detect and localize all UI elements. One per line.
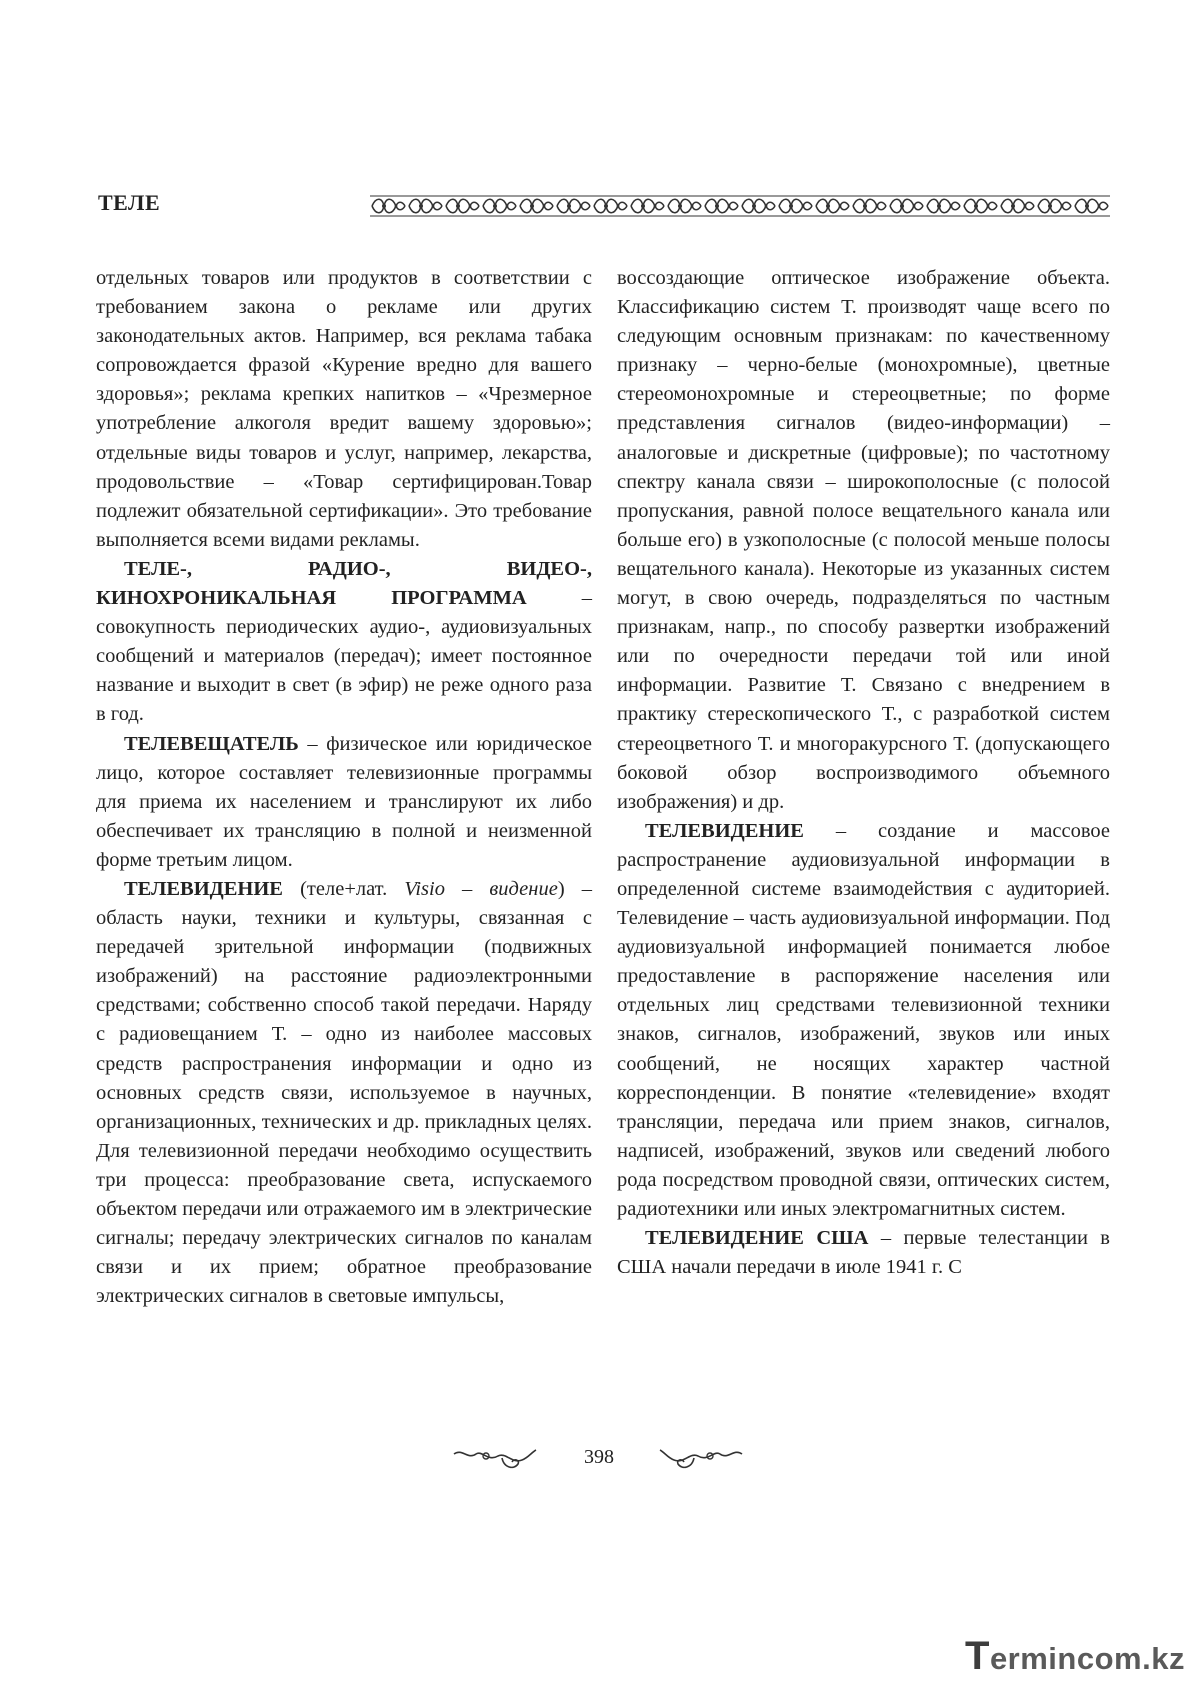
etymology-prefix: (теле+лат. (283, 877, 405, 900)
entry-term: ТЕЛЕВИДЕНИЕ США (645, 1227, 869, 1250)
etymology-suffix: ) – (557, 877, 592, 900)
watermark-initial: T (965, 1634, 990, 1678)
site-watermark (965, 1634, 1185, 1679)
entry-term: ТЕЛЕ-, РАДИО-, ВИДЕО-, КИНОХРОНИКАЛЬНАЯ ПРОГРАММА (96, 557, 592, 610)
dictionary-entry (617, 817, 1110, 1224)
left-text-column (96, 264, 592, 1311)
etymology-italic: Visio – видение (404, 877, 558, 900)
paragraph-text: отдельных товаров или продуктов в соответствии с требованием закона о рекламе или других законодательных актов. Например, вся реклама табака сопровождается фразой «Курение вредно для вашего здоровья»; реклама крепких напитков – «Чрезмерное употребление алкоголя вредит вашему здоровью»; отдельные виды товаров и услуг, например, лекарства, продовольствие – «Товар сертифицирован.Товар подлежит обязательной сертификации». Это требование выполняется всеми видами рекламы. (96, 267, 592, 551)
flourish-left-icon (452, 1446, 538, 1476)
entry-term: ТЕЛЕВЕЩАТЕЛЬ (124, 732, 299, 755)
dictionary-entry (96, 730, 592, 875)
page-number: 398 (584, 1446, 614, 1468)
entry-definition: – физическое или юридическое лицо, которое составляет телевизионные программы для приема их населением и транслируют их либо обеспечивает их трансляцию в полной и неизменной форме третьим лицом. (96, 732, 592, 871)
paragraph (96, 264, 592, 555)
paragraph (617, 264, 1110, 817)
dictionary-entry (96, 555, 592, 730)
flourish-right-icon (658, 1446, 744, 1476)
entry-definition: – совокупность периодических аудио-, аудиовизуальных сообщений и материалов (передач); имеет постоянное название и выходит в свет (в эфир) не реже одного раза в год. (96, 587, 592, 726)
entry-term: ТЕЛЕВИДЕНИЕ (645, 819, 804, 842)
dictionary-entry (617, 1224, 1110, 1282)
entry-term: ТЕЛЕВИДЕНИЕ (124, 877, 283, 900)
ornamental-border-icon (370, 194, 1110, 218)
entry-definition: – первые телестанции в США начали передачи в июле 1941 г. С (617, 1227, 1110, 1279)
section-title: ТЕЛЕ (98, 190, 161, 215)
watermark-text: ermincom.kz (989, 1641, 1185, 1676)
dictionary-entry (96, 875, 592, 1311)
right-text-column (617, 264, 1110, 1282)
entry-definition: – создание и массовое распространение аудиовизуальной информации в определенной системе взаимодействия с аудиторией. Телевидение – часть аудиовизуальной информации. Под аудиовизуальной информацией понимается любое предоставление в распоряжение населения или отдельных лиц средствами телевизионной техники знаков, сигналов, изображений, звуков или иных сообщений, не носящих характер частной корреспонденции. В понятие «телевидение» входят трансляции, передача или прием знаков, сигналов, надписей, изображений, звуков или сведений любого рода посредством проводной связи, оптических систем, радиотехники или иных электромагнитных систем. (617, 819, 1110, 1220)
entry-definition: область науки, техники и культуры, связанная с передачей зрительной информации (подвижных изображений) на расстояние радиоэлектронными средствами; собственно способ такой передачи. Наряду с радиовещанием Т. – одно из наиболее массовых средств распространения информации и одно из основных средств связи, используемое в научных, организационных, технических и др. прикладных целях. Для телевизионной передачи необходимо осуществить три процесса: преобразование света, испускаемого объектом передачи или отражаемого им в электрические сигналы; передачу электрических сигналов по каналам связи и их прием; обратное преобразование электрических сигналов в световые импульсы, (96, 907, 592, 1308)
paragraph-text: воссоздающие оптическое изображение объекта. Классификацию систем Т. производят чаще всего по следующим основным признакам: по качественному признаку – черно-белые (монохромные), цветные стереомонохромные и стереоцветные; по форме представления сигналов (видео-информации) – аналоговые и дискретные (цифровые); по частотному спектру канала связи – широкополосные (с полосой пропускания, равной полосе вещательного канала или больше его) в узкополосные (с полосой меньше полосы вещательного канала). Некоторые из указанных систем могут, в свою очередь, подразделяться по частным признакам, напр., по способу развертки изображений или по очередности передачи той или иной информации. Развитие Т. Связано с внедрением в практику стерескопического Т., с разработкой систем стереоцветного Т. и многоракурсного Т. (допускающего боковой обзор воспроизводимого объемного изображения) и др. (617, 267, 1110, 813)
